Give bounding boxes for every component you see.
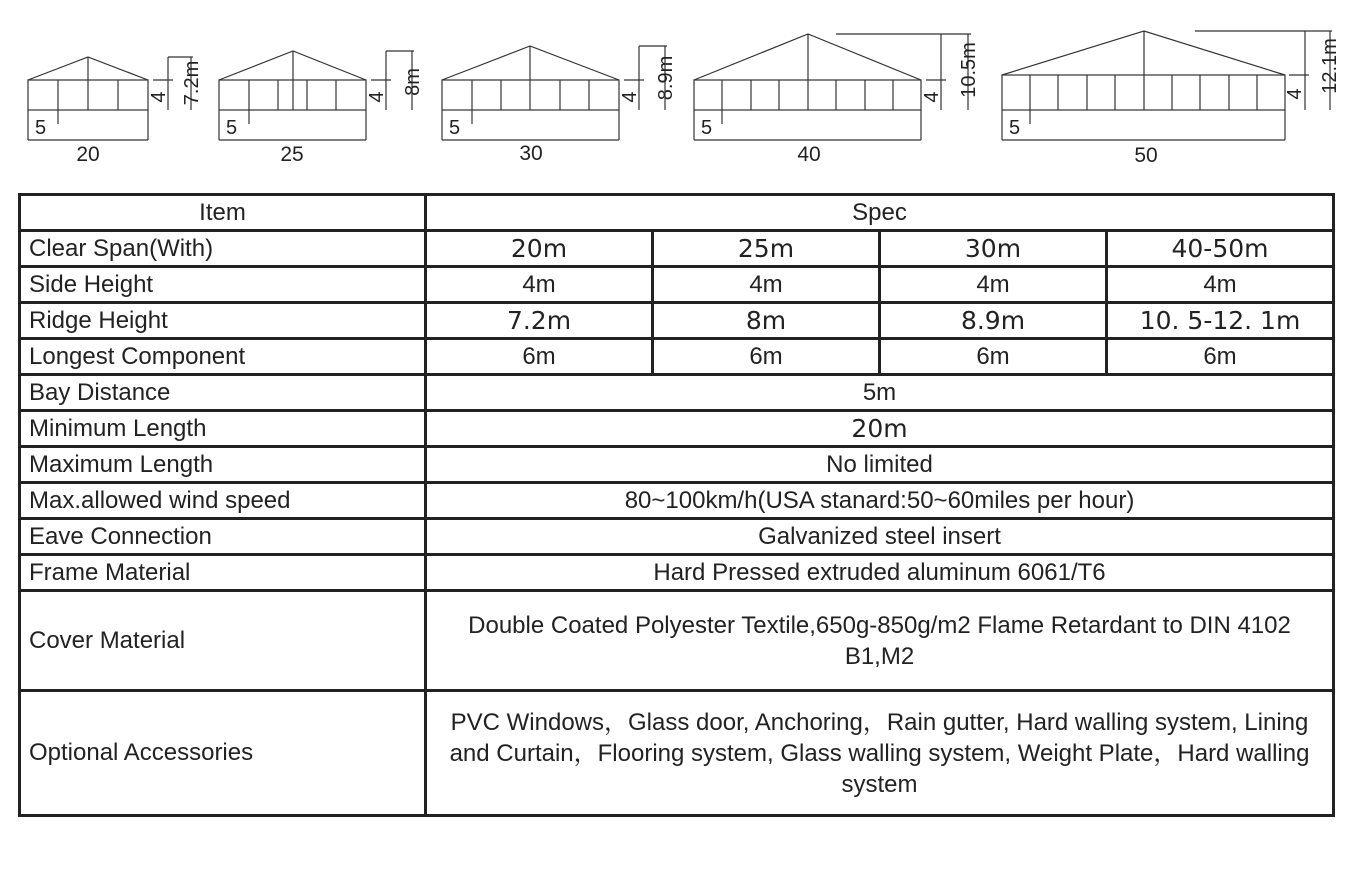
row-label: Cover Material bbox=[20, 591, 426, 691]
span-label: 30 bbox=[519, 142, 543, 165]
table-row-wind-speed bbox=[20, 483, 1334, 519]
table-cell: 6m bbox=[880, 339, 1107, 375]
table-cell: 40-50m bbox=[1107, 231, 1334, 267]
span-label: 50 bbox=[1134, 144, 1158, 167]
table-row-longest-component bbox=[20, 339, 1334, 375]
side-height-label: 4 bbox=[921, 91, 943, 103]
table-cell: 20m bbox=[426, 411, 1334, 447]
bay-label: 5 bbox=[35, 117, 47, 139]
item-header: Item bbox=[20, 195, 426, 231]
table-cell: Double Coated Polyester Textile,650g-850g/m2 Flame Retardant to DIN 4102 B1,M2 bbox=[426, 591, 1334, 691]
row-label: Side Height bbox=[20, 267, 426, 303]
side-height-label: 4 bbox=[1284, 88, 1306, 100]
row-label: Clear Span(With) bbox=[20, 231, 426, 267]
tent-diagram-20 bbox=[25, 0, 205, 170]
span-label: 25 bbox=[280, 143, 304, 166]
bay-label: 5 bbox=[449, 117, 461, 139]
table-row-optional-accessories bbox=[20, 691, 1334, 816]
side-height-label: 4 bbox=[619, 91, 641, 103]
side-height-label: 4 bbox=[366, 91, 388, 103]
table-cell: 5m bbox=[426, 375, 1334, 411]
table-cell: 7.2m bbox=[426, 303, 653, 339]
tent-diagram-40 bbox=[691, 0, 981, 170]
ridge-height-label: 12.1m bbox=[1319, 38, 1341, 94]
ridge-height-label: 8m bbox=[402, 68, 424, 96]
table-row-clear-span bbox=[20, 231, 1334, 267]
side-height-label: 4 bbox=[148, 91, 170, 103]
table-row-eave-connection bbox=[20, 519, 1334, 555]
row-label: Longest Component bbox=[20, 339, 426, 375]
table-cell: 80~100km/h(USA stanard:50~60miles per hour) bbox=[426, 483, 1334, 519]
table-row-minimum-length bbox=[20, 411, 1334, 447]
ridge-height-label: 8.9m bbox=[655, 55, 677, 101]
row-label: Minimum Length bbox=[20, 411, 426, 447]
table-cell: 4m bbox=[426, 267, 653, 303]
ridge-height-label: 10.5m bbox=[958, 42, 980, 98]
row-label: Maximum Length bbox=[20, 447, 426, 483]
row-label: Max.allowed wind speed bbox=[20, 483, 426, 519]
table-cell: 10. 5-12. 1m bbox=[1107, 303, 1334, 339]
row-label: Ridge Height bbox=[20, 303, 426, 339]
table-cell: 4m bbox=[653, 267, 880, 303]
row-label: Bay Distance bbox=[20, 375, 426, 411]
tent-diagram-25 bbox=[216, 0, 426, 170]
table-row-ridge-height bbox=[20, 303, 1334, 339]
table-cell: 4m bbox=[1107, 267, 1334, 303]
tent-diagram-30 bbox=[439, 0, 679, 170]
table-cell: 30m bbox=[880, 231, 1107, 267]
table-cell: 20m bbox=[426, 231, 653, 267]
table-cell: Hard Pressed extruded aluminum 6061/T6 bbox=[426, 555, 1334, 591]
table-cell: Galvanized steel insert bbox=[426, 519, 1334, 555]
table-cell: No limited bbox=[426, 447, 1334, 483]
bay-label: 5 bbox=[1009, 117, 1021, 139]
table-cell: 25m bbox=[653, 231, 880, 267]
table-cell: 6m bbox=[426, 339, 653, 375]
table-row-side-height bbox=[20, 267, 1334, 303]
table-row-frame-material bbox=[20, 555, 1334, 591]
row-label: Optional Accessories bbox=[20, 691, 426, 816]
table-cell: 8.9m bbox=[880, 303, 1107, 339]
row-label: Eave Connection bbox=[20, 519, 426, 555]
table-cell: 4m bbox=[880, 267, 1107, 303]
ridge-height-label: 7.2m bbox=[181, 60, 203, 106]
span-label: 20 bbox=[76, 143, 100, 166]
table-cell: 6m bbox=[653, 339, 880, 375]
table-row-bay-distance bbox=[20, 375, 1334, 411]
spec-table bbox=[18, 193, 1335, 817]
table-cell: 8m bbox=[653, 303, 880, 339]
table-cell: 6m bbox=[1107, 339, 1334, 375]
table-row-cover-material bbox=[20, 591, 1334, 691]
tent-diagram-50 bbox=[999, 0, 1339, 170]
table-cell: PVC Windows，Glass door, Anchoring，Rain gutter, Hard walling system, Lining and Curtain，Flooring system, Glass walling system, Weight Plate，Hard walling system bbox=[426, 691, 1334, 816]
bay-label: 5 bbox=[226, 117, 238, 139]
spec-header: Spec bbox=[426, 195, 1334, 231]
span-label: 40 bbox=[797, 143, 821, 166]
table-header-row bbox=[20, 195, 1334, 231]
row-label: Frame Material bbox=[20, 555, 426, 591]
bay-label: 5 bbox=[701, 117, 713, 139]
table-row-maximum-length bbox=[20, 447, 1334, 483]
